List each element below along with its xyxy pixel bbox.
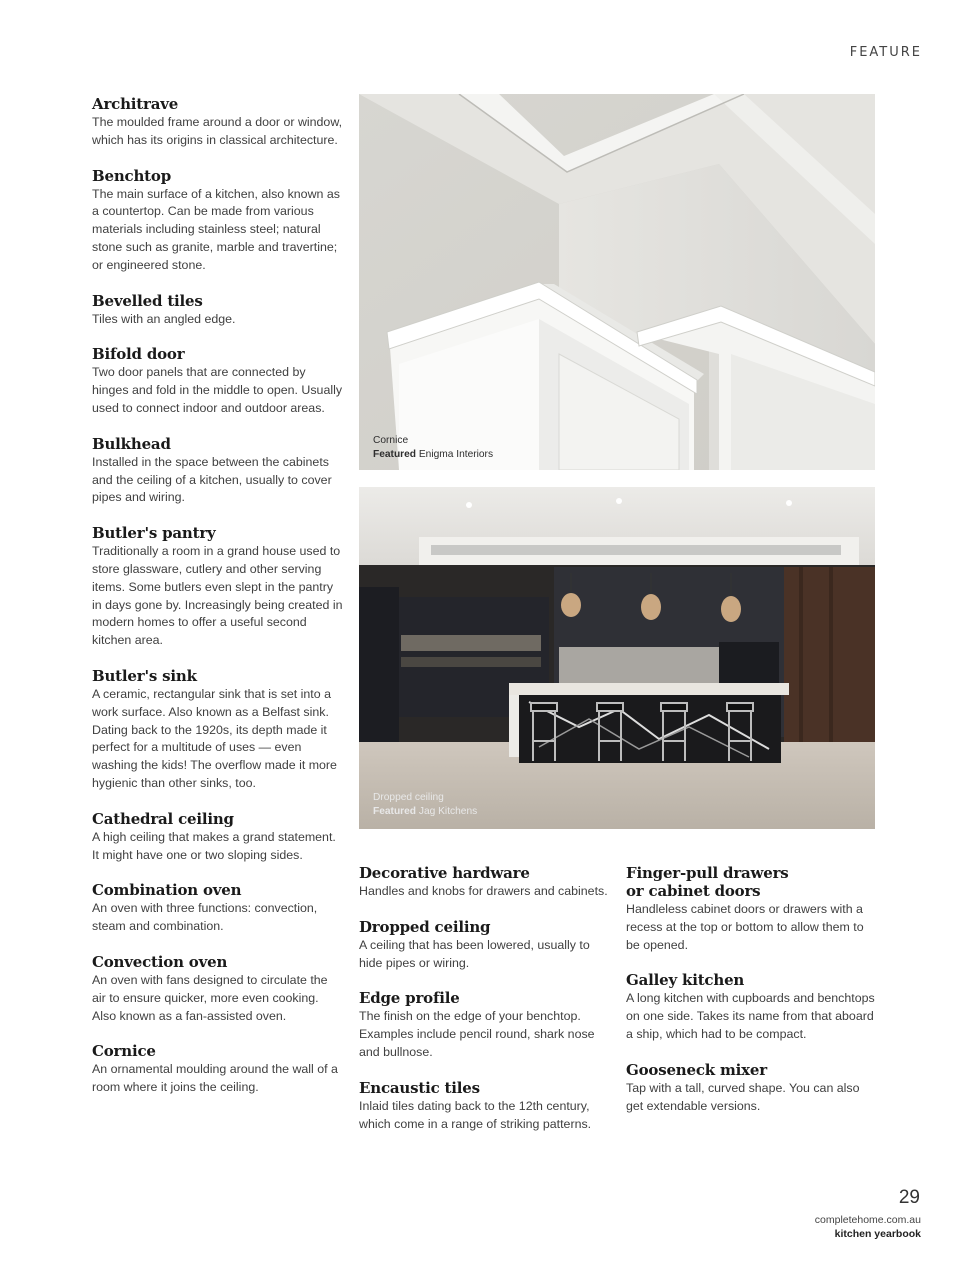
caption-title: Cornice bbox=[373, 435, 409, 446]
footer-website: completehome.com.au bbox=[814, 1214, 921, 1226]
glossary-entry bbox=[92, 435, 344, 507]
glossary-definition: The finish on the edge of your benchtop. Examples include pencil round, shark nose and bullnose. bbox=[359, 1009, 595, 1059]
cornice-illustration bbox=[359, 94, 875, 470]
glossary-term: Cornice bbox=[92, 1042, 156, 1061]
glossary-term: Cathedral ceiling bbox=[92, 809, 234, 828]
photo-caption bbox=[373, 791, 477, 818]
glossary-entry bbox=[92, 292, 344, 329]
glossary-term: Bifold door bbox=[92, 345, 185, 364]
glossary-term: Galley kitchen bbox=[626, 971, 745, 990]
caption-credit: Featured Jag Kitchens bbox=[373, 805, 478, 817]
glossary-term: Bulkhead bbox=[92, 434, 171, 453]
glossary-column-middle bbox=[359, 864, 611, 1150]
glossary-term: Butler's pantry bbox=[92, 524, 216, 543]
glossary-definition: A ceiling that has been lowered, usually to hide pipes or wiring. bbox=[359, 937, 590, 970]
glossary-definition: Traditionally a room in a grand house used to store glassware, cutlery and other serving items. Some butlers even slept in the pantry in days gone by. Increasingly being created in modern homes to offer a useful second kitchen area. bbox=[92, 544, 343, 648]
glossary-term: Encaustic tiles bbox=[359, 1078, 480, 1097]
glossary-entry bbox=[359, 989, 611, 1061]
glossary-term: Dropped ceiling bbox=[359, 917, 491, 936]
glossary-term: Gooseneck mixer bbox=[626, 1060, 767, 1079]
glossary-definition: An oven with three functions: convection, steam and combination. bbox=[92, 901, 318, 934]
glossary-term: Benchtop bbox=[92, 166, 171, 185]
footer-publication: kitchen yearbook bbox=[834, 1228, 921, 1240]
glossary-definition: The moulded frame around a door or window, which has its origins in classical architecture. bbox=[92, 115, 343, 147]
glossary-entry bbox=[92, 524, 344, 650]
caption-title: Dropped ceiling bbox=[373, 792, 444, 803]
glossary-entry bbox=[92, 810, 344, 865]
glossary-entry bbox=[92, 345, 344, 417]
glossary-entry bbox=[626, 971, 876, 1043]
glossary-definition: Two door panels that are connected by hinges and fold in the middle to open. Usually used to connect indoor and outdoor areas. bbox=[92, 365, 343, 415]
glossary-entry bbox=[626, 1061, 876, 1116]
glossary-entry bbox=[92, 95, 344, 150]
glossary-term: Architrave bbox=[92, 95, 179, 113]
glossary-definition: An oven with fans designed to circulate the air to ensure quicker, more even cooking. Also known as a fan-assisted oven. bbox=[92, 972, 328, 1023]
glossary-entry bbox=[92, 667, 344, 793]
glossary-entry bbox=[626, 864, 876, 954]
glossary-definition: A high ceiling that makes a grand statement. It might have one or two sloping sides. bbox=[92, 829, 336, 862]
glossary-definition: The main surface of a kitchen, also known as a countertop. Can be made from various materials including stainless steel; natural stone such as granite, marble and travertine; or engineered stone. bbox=[92, 186, 340, 272]
glossary-definition: Handleless cabinet doors or drawers with a recess at the top or bottom to allow them to be opened. bbox=[626, 902, 864, 952]
kitchen-illustration bbox=[359, 487, 875, 829]
cornice-photo bbox=[359, 94, 875, 470]
glossary-entry bbox=[92, 1042, 344, 1097]
caption-credit: Featured Enigma Interiors bbox=[373, 448, 494, 460]
glossary-term: Finger-pull drawers or cabinet doors bbox=[626, 864, 789, 900]
page-number: 29 bbox=[898, 1187, 920, 1208]
glossary-definition: Inlaid tiles dating back to the 12th century, which come in a range of striking patterns. bbox=[359, 1098, 592, 1131]
glossary-entry bbox=[92, 953, 344, 1025]
section-label: FEATURE bbox=[849, 45, 922, 60]
glossary-term: Edge profile bbox=[359, 989, 460, 1008]
glossary-column-left bbox=[92, 95, 344, 1114]
glossary-term: Bevelled tiles bbox=[92, 291, 203, 310]
glossary-definition: Tap with a tall, curved shape. You can also get extendable versions. bbox=[626, 1080, 860, 1113]
glossary-definition: Tiles with an angled edge. bbox=[92, 311, 236, 326]
footer bbox=[815, 1213, 921, 1241]
glossary-definition: A long kitchen with cupboards and benchtops on one side. Takes its name from that aboard a ship, which had to be compact. bbox=[626, 991, 875, 1041]
glossary-term: Decorative hardware bbox=[359, 864, 530, 882]
glossary-term: Butler's sink bbox=[92, 666, 197, 685]
glossary-entry bbox=[92, 167, 344, 275]
glossary-entry bbox=[359, 918, 611, 973]
glossary-definition: A ceramic, rectangular sink that is set into a work surface. Also known as a Belfast sink. Dating back to the 1920s, its depth made it perfect for a multitude of uses — even washing the kids! The overflow made it more hygienic than other sinks, too. bbox=[92, 686, 337, 790]
glossary-term: Combination oven bbox=[92, 881, 242, 900]
glossary-term: Convection oven bbox=[92, 952, 228, 971]
glossary-definition: Installed in the space between the cabinets and the ceiling of a kitchen, usually to cover pipes and wiring. bbox=[92, 454, 332, 505]
photo-caption bbox=[373, 434, 493, 461]
glossary-definition: Handles and knobs for drawers and cabinets. bbox=[359, 884, 608, 898]
dropped-ceiling-photo bbox=[359, 487, 875, 829]
glossary-definition: An ornamental moulding around the wall of a room where it joins the ceiling. bbox=[92, 1062, 338, 1095]
glossary-entry bbox=[359, 1079, 611, 1134]
glossary-entry bbox=[92, 881, 344, 936]
glossary-entry bbox=[359, 864, 611, 901]
glossary-column-right bbox=[626, 864, 876, 1132]
